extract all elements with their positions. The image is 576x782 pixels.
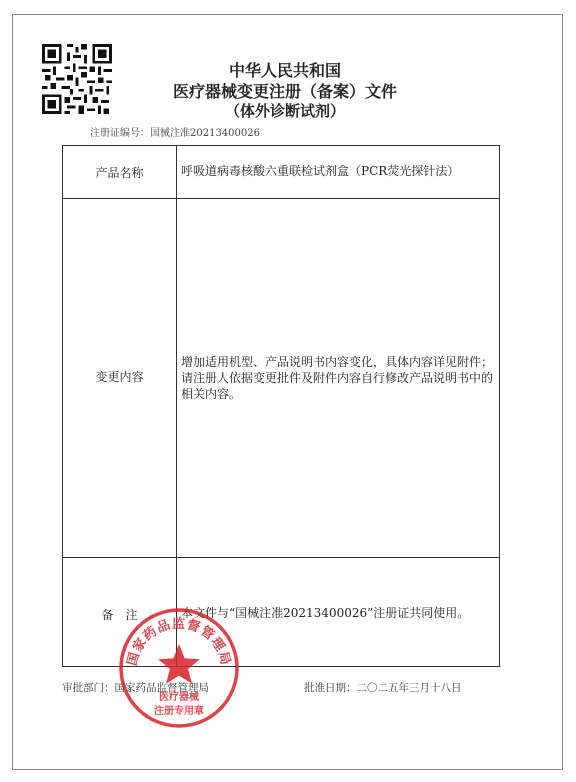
document-title-line1: 中华人民共和国 (228, 61, 341, 80)
value-change-content: 增加适用机型、产品说明书内容变化，具体内容详见附件；请注册人依据变更批件及附件内容自行修改产品说明书中的相关内容。 (181, 355, 494, 401)
seal-inner-line2: 注册专用章 (154, 706, 204, 717)
approval-department: 审批部门：国家药品监督管理局 (62, 682, 209, 694)
label-change-content: 变更内容 (95, 370, 144, 384)
table-row-divider (63, 198, 499, 199)
approval-date: 批准日期：二〇二五年三月十八日 (304, 682, 462, 694)
qr-code-icon (42, 44, 112, 114)
document-title-line3: （体外诊断试剂） (224, 102, 345, 120)
label-product-name: 产品名称 (95, 166, 144, 180)
registration-number: 注册证编号：国械注准20213400026 (90, 128, 260, 139)
seal-ring-text: 国家药品监督管理局 (125, 616, 233, 668)
table-column-divider (176, 146, 177, 666)
official-seal (117, 606, 241, 730)
info-table (62, 145, 500, 667)
table-row-divider (63, 557, 499, 558)
value-remarks: 本文件与“国械注准20213400026”注册证共同使用。 (181, 606, 470, 620)
document-title-line2: 医疗器械变更注册（备案）文件 (172, 82, 397, 101)
seal-inner-line1: 医疗器械 (159, 692, 199, 703)
label-remarks: 备 注 (101, 608, 138, 622)
value-product-name: 呼吸道病毒核酸六重联检试剂盒（PCR荧光探针法） (181, 164, 460, 178)
